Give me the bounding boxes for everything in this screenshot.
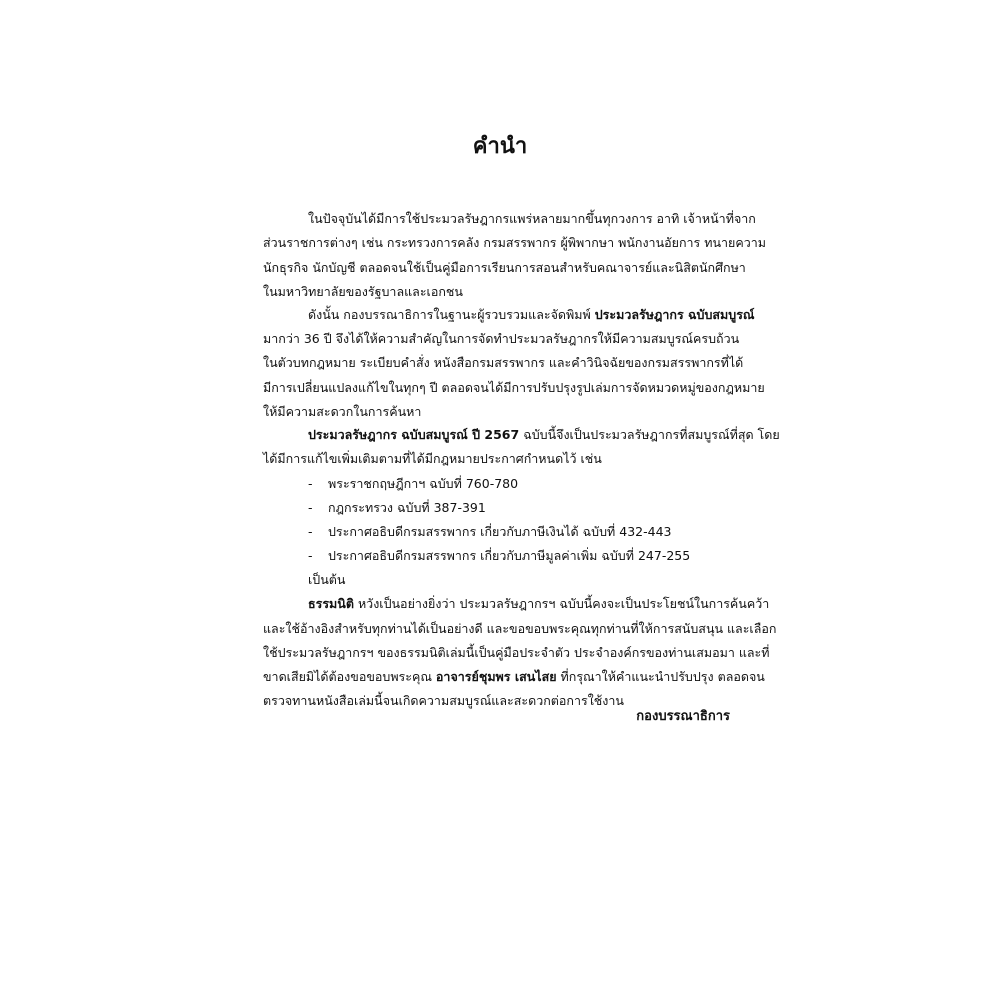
bullet-dash: - [308,500,313,515]
para4-line-4-tail: ที่กรุณาให้คำแนะนำปรับปรุง ตลอดจน [556,669,765,684]
para4-line-1 [308,594,770,613]
para2-line-1 [308,305,755,324]
para4-line-3: ใช้ประมวลรัษฎากรฯ ของธรรมนิติเล่มนี้เป็นคู่มือประจำตัว ประจำองค์กรของท่านเสมอมา และที่ [263,645,770,660]
list-item-text: ประกาศอธิบดีกรมสรรพากร เกี่ยวกับภาษีเงินได้ ฉบับที่ 432-443 [328,524,672,539]
list-item [308,498,737,517]
para1-line-3: นักธุรกิจ นักบัญชี ตลอดจนใช้เป็นคู่มือการเรียนการสอนสำหรับคณาจารย์และนิสิตนักศึกษา [263,260,746,275]
para1-line-1: ในปัจจุบันได้มีการใช้ประมวลรัษฎากรแพร่หลายมากขึ้นทุกวงการ อาทิ เจ้าหน้าที่จาก [308,211,756,226]
list-item [308,522,737,541]
para4-line-5: ตรวจทานหนังสือเล่มนี้จนเกิดความสมบูรณ์และสะดวกต่อการใช้งาน [263,693,624,708]
para2-line-2: มากว่า 36 ปี จึงได้ให้ความสำคัญในการจัดทำประมวลรัษฎากรให้มีความสมบูรณ์ครบถ้วน [263,331,740,346]
para1-line-2: ส่วนราชการต่างๆ เช่น กระทรวงการคลัง กรมสรรพากร ผู้พิพากษา พนักงานอัยการ ทนายความ [263,235,766,250]
bullet-dash: - [308,524,313,539]
bullet-dash: - [308,476,313,491]
publisher-name-emphasis: ธรรมนิติ [308,596,354,611]
page-title: คำนำ [472,134,528,159]
list-closing: เป็นต้น [308,572,346,587]
para2-line-3: ในตัวบทกฎหมาย ระเบียบคำสั่ง หนังสือกรมสรรพากร และคำวินิจฉัยของกรมสรรพากรที่ได้ [263,355,744,370]
list-item-text: ประกาศอธิบดีกรมสรรพากร เกี่ยวกับภาษีมูลค่าเพิ่ม ฉบับที่ 247-255 [328,548,691,563]
para2-line-1-text: ดังนั้น กองบรรณาธิการในฐานะผู้รวบรวมและจัดพิมพ์ [308,307,595,322]
para3-line-2: ได้มีการแก้ไขเพิ่มเติมตามที่ได้มีกฎหมายประกาศกำหนดไว้ เช่น [263,451,602,466]
para4-line-1-text: หวังเป็นอย่างยิ่งว่า ประมวลรัษฎากรฯ ฉบับนี้คงจะเป็นประโยชน์ในการค้นคว้า [353,596,770,611]
book-title-emphasis: ประมวลรัษฎากร ฉบับสมบูรณ์ [594,307,755,322]
para4-line-4-text: ขาดเสียมิได้ต้องขอขอบพระคุณ [263,669,436,684]
acknowledged-person-emphasis: อาจารย์ชุมพร เสนไสย [435,669,557,684]
signature: กองบรรณาธิการ [636,709,730,724]
list-item [308,474,737,493]
para4-line-2: และใช้อ้างอิงสำหรับทุกท่านได้เป็นอย่างดี และขอขอบพระคุณทุกท่านที่ให้การสนับสนุน และเลือก [263,621,777,636]
list-item-text: กฎกระทรวง ฉบับที่ 387-391 [328,500,486,515]
para2-line-4: มีการเปลี่ยนแปลงแก้ไขในทุกๆ ปี ตลอดจนได้มีการปรับปรุงรูปเล่มการจัดหมวดหมู่ของกฎหมาย [263,380,765,395]
para4-line-4 [263,667,765,686]
para1-line-4: ในมหาวิทยาลัยของรัฐบาลและเอกชน [263,284,463,299]
edition-title-emphasis: ประมวลรัษฎากร ฉบับสมบูรณ์ ปี 2567 [308,427,520,442]
para2-line-5: ให้มีความสะดวกในการค้นหา [263,404,422,419]
list-item [308,546,737,565]
bullet-dash: - [308,548,313,563]
list-item-text: พระราชกฤษฎีกาฯ ฉบับที่ 760-780 [328,476,519,491]
para3-line-1 [308,425,780,444]
para3-line-1-text: ฉบับนี้จึงเป็นประมวลรัษฎากรที่สมบูรณ์ที่สุด โดย [519,427,780,442]
